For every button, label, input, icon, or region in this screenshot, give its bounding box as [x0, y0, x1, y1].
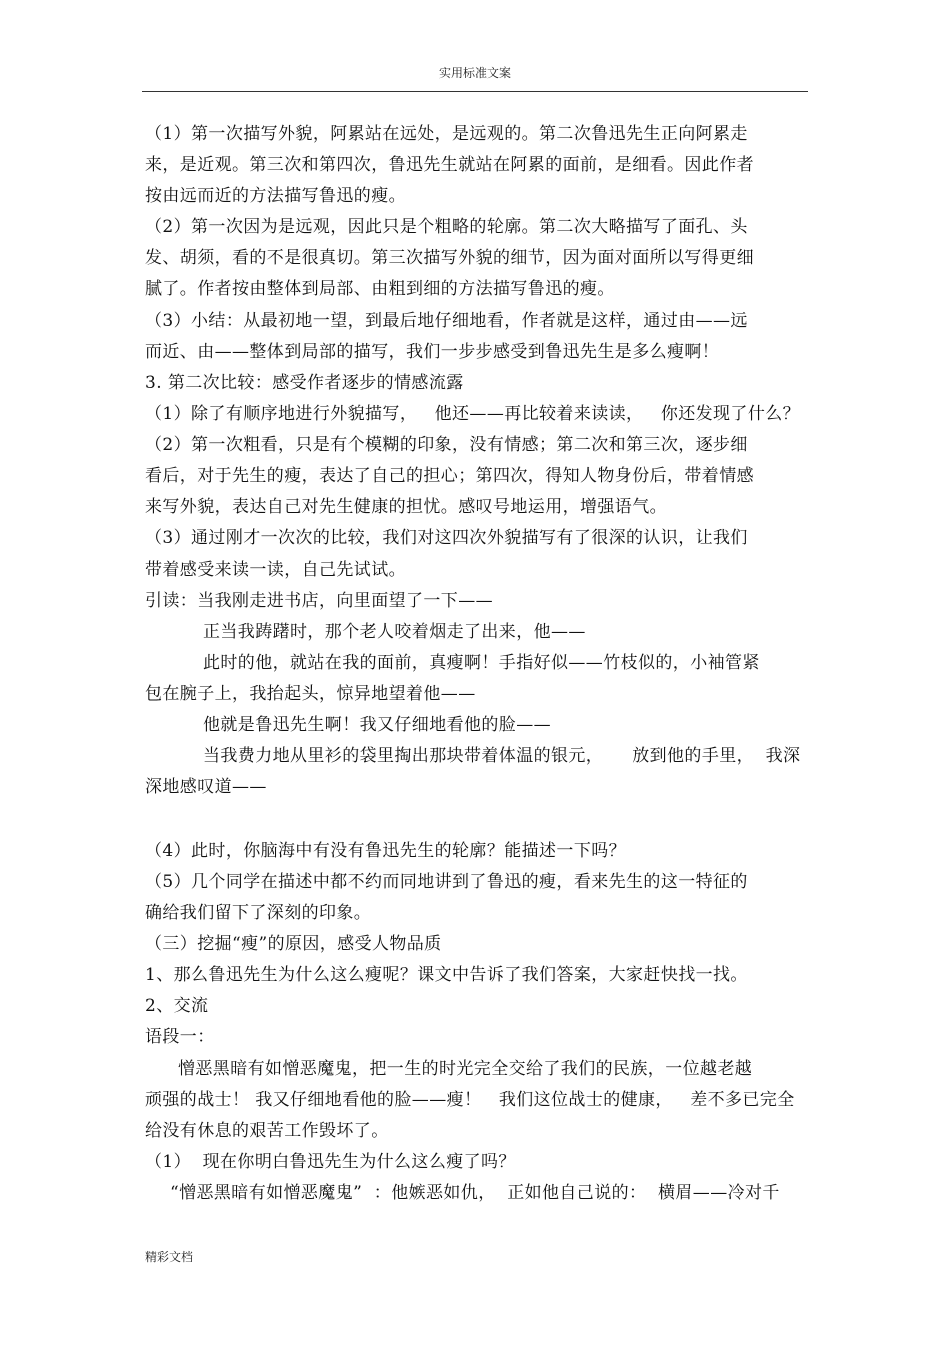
text-line: 确给我们留下了深刻的印象。 — [145, 903, 372, 923]
text-line: 发、胡须，看的不是很真切。第三次描写外貌的细节，因为面对面所以写得更细 — [145, 248, 754, 268]
text-line: （1）除了有顺序地进行外貌描写， 他还——再比较着来读读， 你还发现了什么？ — [145, 404, 801, 424]
quote-line: 此时的他，就站在我的面前，真瘦啊！手指好似——竹枝似的，小袖管紧 — [203, 653, 760, 673]
text-line: 语段一： — [145, 1027, 215, 1047]
text-line: （1）第一次描写外貌，阿累站在远处，是远观的。第二次鲁迅先生正向阿累走 — [145, 124, 748, 144]
quote-line: 憎恶黑暗有如憎恶魔鬼，把一生的时光完全交给了我们的民族，一位越老越 — [178, 1059, 753, 1079]
text-line: 腻了。作者按由整体到局部、由粗到细的方法描写鲁迅的瘦。 — [145, 279, 615, 299]
quote-line: 他就是鲁迅先生啊！我又仔细地看他的脸—— — [203, 715, 551, 735]
section-heading: 3. 第二次比较：感受作者逐步的情感流露 — [145, 373, 464, 393]
quote-line: 给没有休息的艰苦工作毁坏了。 — [145, 1121, 389, 1141]
text-line: （3）小结：从最初地一望，到最后地仔细地看，作者就是这样，通过由——远 — [145, 311, 748, 331]
text-line: 带着感受来读一读，自己先试试。 — [145, 560, 406, 580]
quote-line: 深地感叹道—— — [145, 777, 267, 797]
header-divider — [142, 91, 808, 92]
page-header: 实用标准文案 — [438, 66, 511, 80]
quote-line: 顽强的战士！ 我又仔细地看他的脸——瘦！ 我们这位战士的健康， 差不多已完全 — [145, 1090, 795, 1110]
section-heading: （三）挖掘“瘦”的原因，感受人物品质 — [145, 934, 442, 954]
text-line: 而近、由——整体到局部的描写，我们一步步感受到鲁迅先生是多么瘦啊！ — [145, 342, 720, 362]
text-line: 2、交流 — [145, 996, 209, 1016]
text-line: （2）第一次因为是远观，因此只是个粗略的轮廓。第二次大略描写了面孔、头 — [145, 217, 748, 237]
quote-line: 当我费力地从里衫的袋里掏出那块带着体温的银元， 放到他的手里， 我深 — [203, 746, 801, 766]
quote-line: 正当我踌躇时，那个老人咬着烟走了出来，他—— — [203, 622, 586, 642]
text-line: 来写外貌，表达自己对先生健康的担忧。感叹号地运用，增强语气。 — [145, 497, 667, 517]
text-line: “憎恶黑暗有如憎恶魔鬼” ：他嫉恶如仇， 正如他自己说的： 横眉——冷对千 — [170, 1183, 780, 1203]
quote-line: 包在腕子上，我抬起头，惊异地望着他—— — [145, 684, 476, 704]
text-line: （1） 现在你明白鲁迅先生为什么这么瘦了吗？ — [145, 1152, 516, 1172]
text-line: （4）此时，你脑海中有没有鲁迅先生的轮廓？能描述一下吗？ — [145, 841, 627, 861]
text-line: （5）几个同学在描述中都不约而同地讲到了鲁迅的瘦，看来先生的这一特征的 — [145, 872, 748, 892]
text-line: 1、那么鲁迅先生为什么这么瘦呢？课文中告诉了我们答案，大家赶快找一找。 — [145, 965, 748, 985]
text-line: 按由远而近的方法描写鲁迅的瘦。 — [145, 186, 406, 206]
text-line: （3）通过刚才一次次的比较，我们对这四次外貌描写有了很深的认识，让我们 — [145, 528, 748, 548]
text-line: 看后，对于先生的瘦，表达了自己的担心；第四次，得知人物身份后，带着情感 — [145, 466, 754, 486]
text-line: 引读：当我刚走进书店，向里面望了一下—— — [145, 591, 493, 611]
text-line: 来，是近观。第三次和第四次，鲁迅先生就站在阿累的面前，是细看。因此作者 — [145, 155, 754, 175]
text-line: （2）第一次粗看，只是有个模糊的印象，没有情感；第二次和第三次，逐步细 — [145, 435, 748, 455]
page-footer: 精彩文档 — [145, 1250, 194, 1264]
